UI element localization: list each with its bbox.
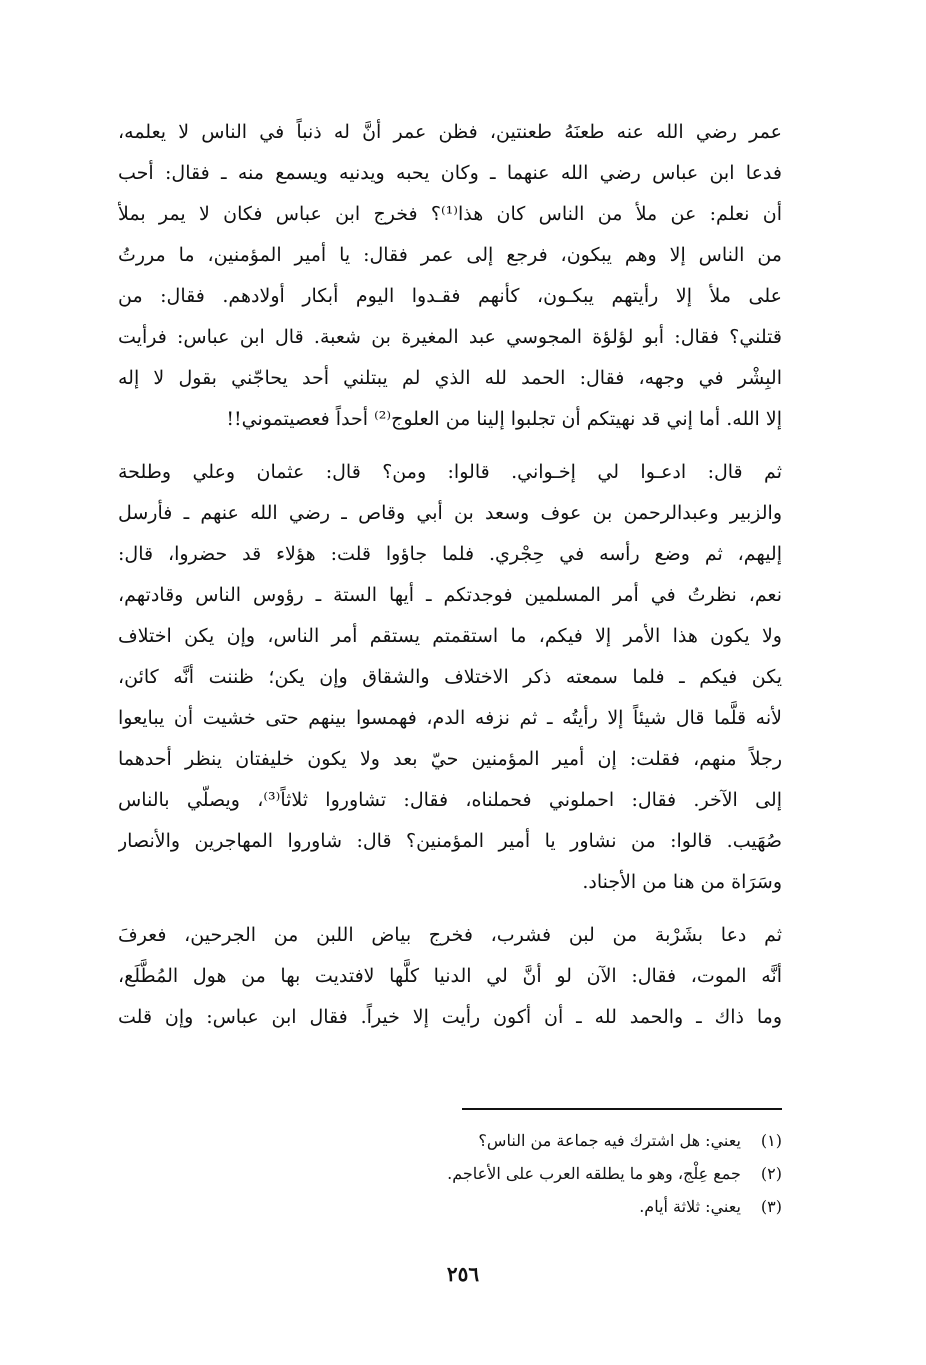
text-line: وسَرَاة من هنا من الأجناد. — [582, 871, 782, 893]
main-text — [118, 112, 782, 1038]
text-line: من الناس إلا وهم يبكون، فرجع إلى عمر فقال: يا أمير المؤمنين، ما مررتُ — [118, 244, 782, 266]
paragraph-1 — [118, 112, 782, 440]
text-line: رجلاً منهم، فقلت: إن أمير المؤمنين حيّ بعد ولا يكون خليفتان ينظر أحدهما — [118, 748, 782, 770]
text-line: قتلني؟ فقال: أبو لؤلؤة المجوسي عبد المغيرة بن شعبة. قال ابن عباس: فرأيت — [118, 326, 782, 348]
page-number: ٢٥٦ — [446, 1262, 480, 1286]
text-line: يكن فيكم ـ فلما سمعته ذكر الاختلاف والشقاق وإن يكن؛ ظننت أنَّه كائن، — [118, 666, 782, 688]
footnote-3 — [300, 1190, 782, 1223]
paragraph-3 — [118, 915, 782, 1038]
text-line: ثم دعا بشَرْبة من لبن فشرب، فخرج بياض اللبن من الجرحين، فعرفَ — [118, 924, 782, 946]
footnote-1 — [300, 1124, 782, 1157]
text-line: أن نعلم: عن ملأ من الناس كان هذا⁽¹⁾؟ فخرج ابن عباس فكان لا يمر بملأ — [118, 203, 782, 225]
text-line: إلا الله. أما إني قد نهيتكم أن تجلبوا إلينا من العلوج⁽²⁾ أحداً فعصيتموني!! — [226, 408, 782, 430]
text-line: البِشْر في وجهه، فقال: الحمد لله الذي لم يبتلني أحد يحاجّني بقول لا إله — [118, 367, 782, 389]
text-line: وما ذاك ـ والحمد لله ـ أن أكون رأيت إلا خيراً. فقال ابن عباس: وإن قلت — [118, 1006, 782, 1028]
footnote-text: جمع عِلْج، وهو ما يطلقه العرب على الأعاجم. — [447, 1164, 741, 1183]
text-line: عمر رضي الله عنه طعنَهُ طعنتين، فظن عمر أنَّ له ذنباً في الناس لا يعلمه، — [118, 121, 782, 143]
text-line: نعم، نظرتُ في أمر المسلمين فوجدتكم ـ أيها الستة ـ رؤوس الناس وقادتهم، — [118, 584, 782, 606]
text-line: صُهَيب. قالوا: من نشاور يا أمير المؤمنين؟ قال: شاوروا المهاجرين والأنصار — [118, 830, 782, 852]
text-line: لأنه قلَّما قال شيئاً إلا رأيتُه ـ ثم نزفه الدم، فهمسوا بينهم حتى خشيت أن يبايعوا — [118, 707, 782, 729]
text-line: ولا يكون هذا الأمر إلا فيكم، ما استقمتم يستقم أمر الناس، وإن يكن اختلاف — [118, 625, 782, 647]
text-line: ثم قال: ادعـوا لي إخـواني. قالوا: ومن؟ قال: عثمان وعلي وطلحة — [118, 461, 782, 483]
text-line: والزبير وعبدالرحمن بن عوف وسعد بن أبي وقاص ـ رضي الله عنهم ـ فأرسل — [118, 502, 782, 524]
footnote-text: يعني: هل اشترك فيه جماعة من الناس؟ — [478, 1131, 741, 1150]
text-line: فدعا ابن عباس رضي الله عنهما ـ وكان يحبه ويدنيه ويسمع منه ـ فقال: أحب — [118, 162, 782, 184]
paragraph-2 — [118, 452, 782, 903]
text-line: على ملأ إلا رأيتهم يبكـون، كأنهم فقـدوا اليوم أبكار أولادهم. فقال: من — [118, 285, 782, 307]
footnote-text: يعني: ثلاثة أيام. — [639, 1197, 741, 1216]
text-line: إليهم، ثم وضع رأسه في حِجْري. فلما جاؤوا قلت: هؤلاء قد حضروا، قال: — [118, 543, 782, 565]
text-line: إلى الآخر. فقال: احملوني فحملناه، فقال: تشاوروا ثلاثاً⁽³⁾، ويصلّي بالناس — [118, 789, 782, 811]
footnote-separator — [462, 1108, 782, 1110]
footnote-number: (٢) — [760, 1164, 782, 1183]
footnote-2 — [300, 1157, 782, 1190]
text-line: أنَّه الموت، فقال: الآن لو أنَّ لي الدنيا كلَّها لافتديت بها من هول المُطَّلَع، — [118, 965, 782, 987]
footnotes — [300, 1124, 782, 1223]
footnote-number: (١) — [760, 1131, 782, 1150]
footnote-number: (٣) — [760, 1197, 782, 1216]
